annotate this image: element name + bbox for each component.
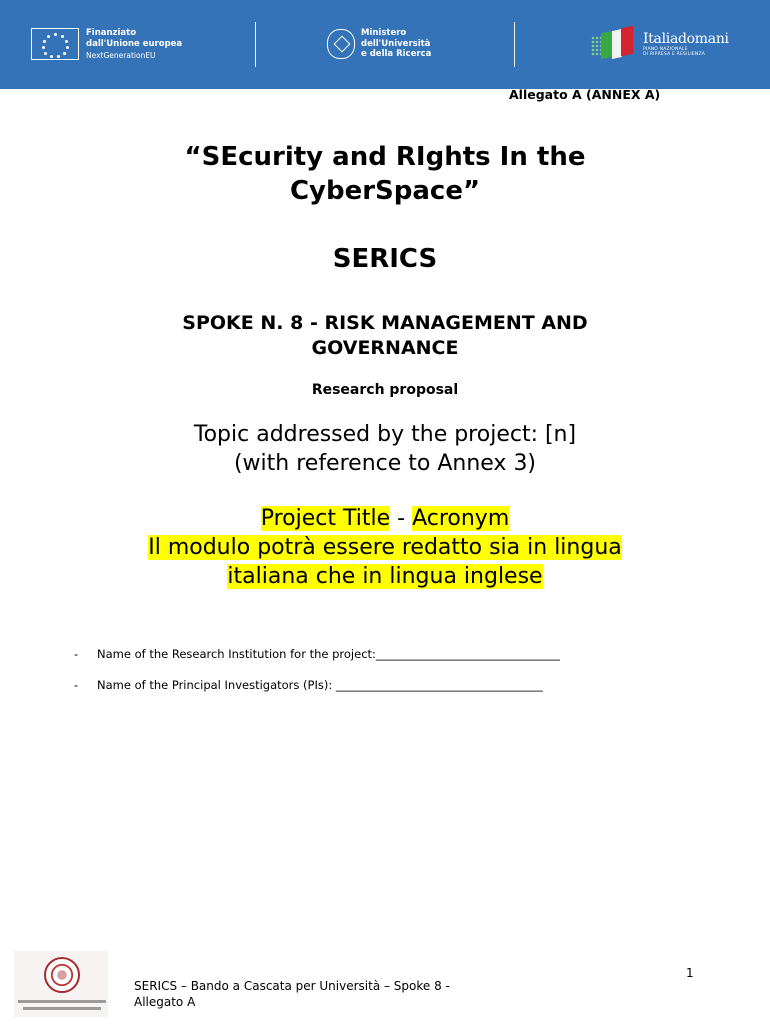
spoke-heading <box>0 311 770 361</box>
topic-block <box>0 420 770 478</box>
italiadomani-logo <box>591 22 729 66</box>
eu-flag-icon <box>31 28 79 60</box>
project-acronym-placeholder: Acronym <box>412 506 510 531</box>
italian-flag-icon <box>591 24 639 64</box>
ministry-logo-line3: e della Ricerca <box>361 49 432 60</box>
italiadomani-sub1: PIANO NAZIONALE <box>643 47 688 52</box>
annex-label: Allegato A (ANNEX A) <box>509 87 661 102</box>
principal-investigators-field[interactable] <box>74 678 543 692</box>
document-title <box>0 140 770 208</box>
research-institution-field[interactable] <box>74 647 560 661</box>
principal-investigators-label: Name of the Principal Investigators (PIs): ____________________________________ <box>97 678 543 692</box>
title-line1: “SEcurity and RIghts In the <box>184 142 586 172</box>
topic-line1: Topic addressed by the project: [n] <box>193 422 577 447</box>
bullet-dash: - <box>74 678 79 692</box>
topic-line2: (with reference to Annex 3) <box>233 451 537 476</box>
italiadomani-name: Italiadomani <box>643 31 729 47</box>
page-number: 1 <box>686 966 694 980</box>
research-proposal-label: Research proposal <box>311 382 459 398</box>
italiadomani-sub2: DI RIPRESA E RESILIENZA <box>643 52 706 57</box>
project-acronym-heading: SERICS <box>332 244 438 274</box>
footer-caption <box>134 978 534 1010</box>
title-separator: - <box>390 506 413 531</box>
language-note-line1: Il modulo potrà essere redatto sia in lingua <box>148 535 622 560</box>
header-divider <box>514 22 515 67</box>
title-line2: CyberSpace” <box>289 176 481 206</box>
republic-emblem-icon <box>327 29 355 59</box>
eu-funding-logo <box>31 22 182 66</box>
header-band <box>0 0 770 89</box>
university-seal-icon <box>14 951 108 1017</box>
project-title-block <box>0 504 770 591</box>
eu-logo-line3: NextGenerationEU <box>86 50 156 60</box>
spoke-line2: GOVERNANCE <box>311 337 459 359</box>
footer-line2: Allegato A <box>134 995 196 1009</box>
research-institution-label: Name of the Research Institution for the project:________________________________ <box>97 647 560 661</box>
eu-logo-line2: dall'Unione europea <box>86 38 183 49</box>
bullet-dash: - <box>74 647 79 661</box>
eu-logo-line1: Finanziato <box>86 27 137 38</box>
spoke-line1: SPOKE N. 8 - RISK MANAGEMENT AND <box>182 312 588 334</box>
ministry-logo-line1: Ministero <box>361 28 407 39</box>
ministry-logo <box>327 22 431 66</box>
header-divider <box>255 22 256 67</box>
footer-line1: SERICS – Bando a Cascata per Università – Spoke 8 - <box>134 979 450 993</box>
ministry-logo-line2: dell'Università <box>361 38 431 49</box>
project-title-placeholder: Project Title <box>260 506 391 531</box>
language-note-line2: italiana che in lingua inglese <box>227 564 543 589</box>
